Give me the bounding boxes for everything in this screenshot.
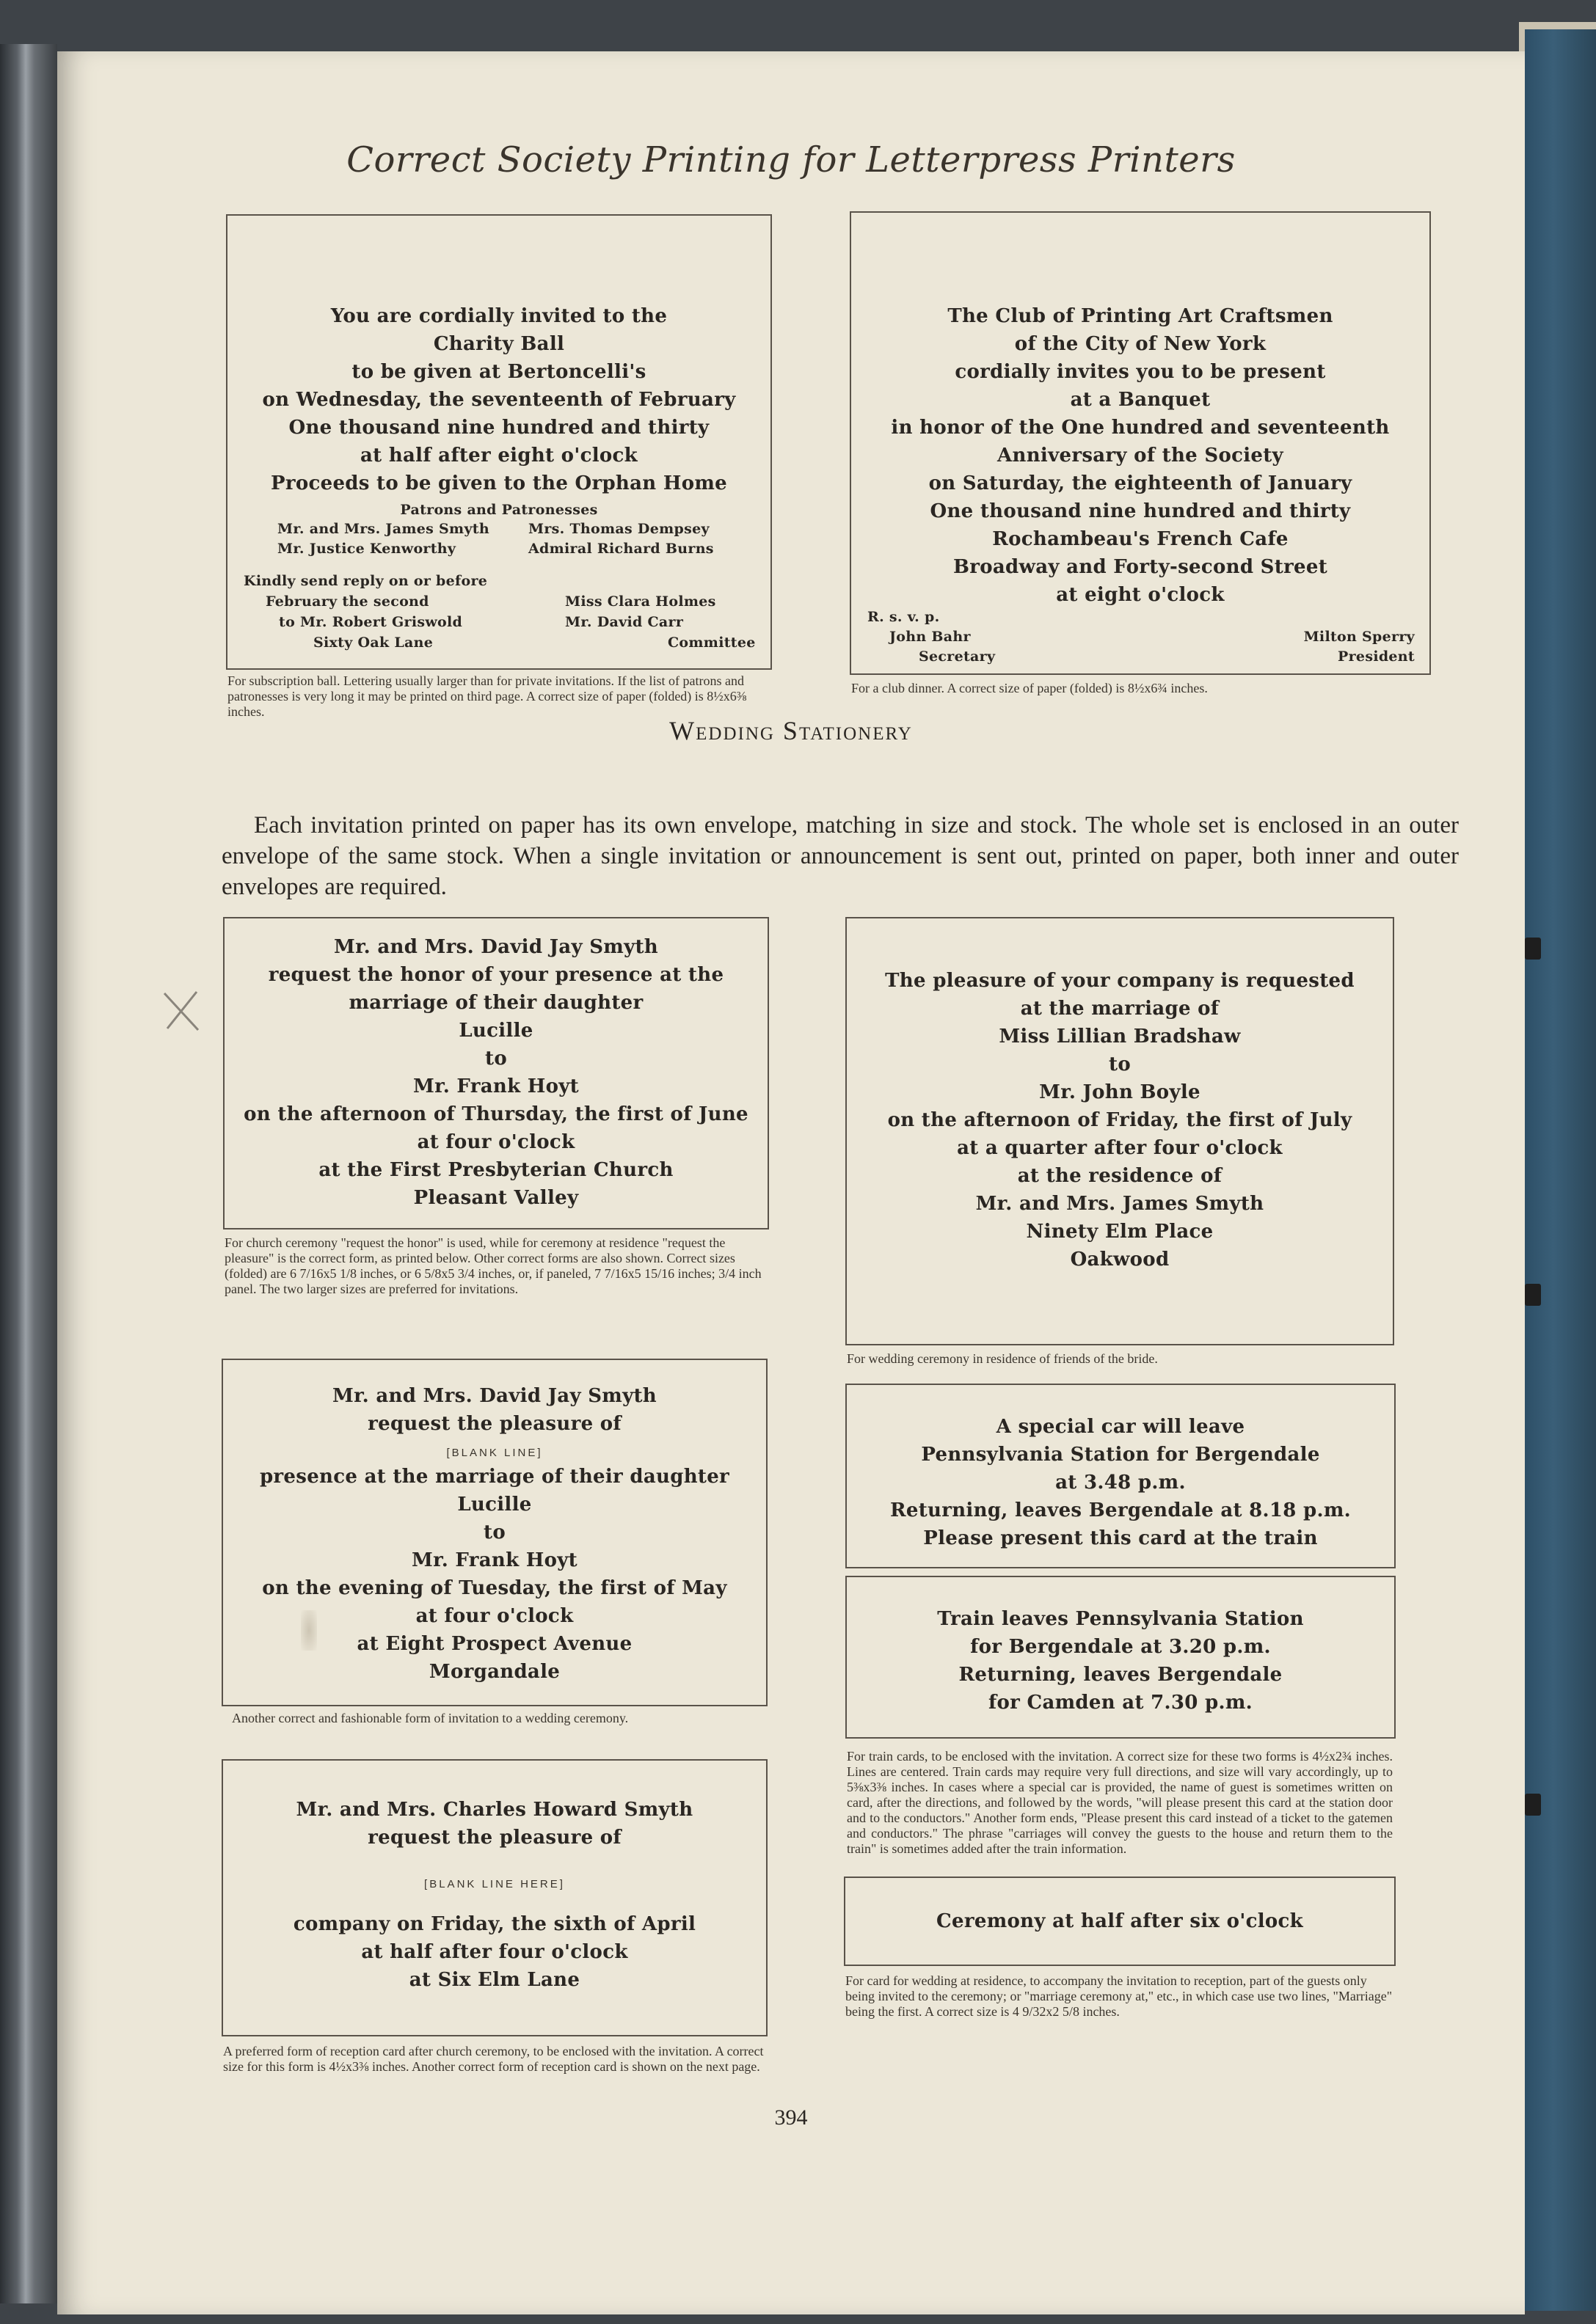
- card-train: [845, 1576, 1396, 1739]
- card-line: Mr. and Mrs. David Jay Smyth: [332, 1385, 657, 1407]
- card-special-car: [845, 1384, 1396, 1568]
- card-line: The pleasure of your company is requested: [885, 970, 1355, 992]
- book-left-edge: [0, 44, 57, 2303]
- caption-wedding-blank-line: Another correct and fashionable form of invitation to a wedding ceremony.: [232, 1711, 629, 1725]
- card-line: at Eight Prospect Avenue: [357, 1633, 633, 1655]
- committee-line: Committee: [668, 635, 756, 651]
- card-line: at half after four o'clock: [361, 1941, 628, 1963]
- book-page: [57, 51, 1525, 2314]
- section-title: [57, 715, 1525, 746]
- caption-residence-ceremony: For wedding ceremony in residence of friends of the bride.: [847, 1351, 1158, 1366]
- paper-stain: [301, 1610, 317, 1651]
- card-line: cordially invites you to be present: [955, 361, 1326, 383]
- page-tab: [1525, 1794, 1541, 1816]
- card-line: for Bergendale at 3.20 p.m.: [970, 1636, 1271, 1658]
- club-main-text: [851, 302, 1429, 609]
- patrons-left: [277, 519, 489, 559]
- caption-club-dinner: For a club dinner. A correct size of paper (folded) is 8½x6¾ inches.: [851, 681, 1208, 695]
- residence-text: [847, 967, 1393, 1274]
- card-wedding-blank-line: [222, 1359, 768, 1706]
- train-text: [847, 1605, 1394, 1717]
- card-line: One thousand nine hundred and thirty: [288, 417, 710, 439]
- card-line: presence at the marriage of their daughter: [259, 1466, 730, 1488]
- card-line: Oakwood: [1070, 1249, 1170, 1271]
- card-line: on the afternoon of Thursday, the first of June: [244, 1103, 748, 1125]
- reply-line: Kindly send reply on or before: [244, 573, 488, 589]
- patrons-right: [528, 519, 714, 559]
- card-line: Charity Ball: [433, 333, 565, 355]
- card-line: Mr. John Boyle: [1039, 1081, 1200, 1103]
- secretary-name: John Bahr: [889, 629, 971, 645]
- card-line: at the marriage of: [1020, 998, 1220, 1020]
- club-signature-right: [1304, 627, 1415, 667]
- card-line: A special car will leave: [996, 1416, 1245, 1438]
- section-title-text: Wedding Stationery: [669, 716, 913, 745]
- caption-subscription-ball: For subscription ball. Lettering usually larger than for private invitations. If the list of patrons and patronesses is very long it may be printed on third page. A correct size of paper (folded) is 8½x6⅜ inches.: [227, 673, 747, 719]
- blank-line-placeholder: [BLANK LINE HERE]: [424, 1878, 565, 1890]
- card-residence-ceremony: [845, 917, 1394, 1345]
- card-line: Train leaves Pennsylvania Station: [937, 1608, 1304, 1630]
- pencil-x-mark: [161, 989, 203, 1033]
- card-line: Miss Lillian Bradshaw: [999, 1026, 1241, 1048]
- caption-church-ceremony: For church ceremony "request the honor" is used, while for ceremony at residence "request the pleasure" is the correct form, as printed below. Other correct forms are also shown. Correct sizes (folded) are 6 7/16x5 1/8 inches, or 6 5/8x5 3/4 inches, or, if paneled, 7 7/16x5 15/16 inches; 3/4 inch panel. The two larger sizes are preferred for invitations.: [225, 1235, 762, 1296]
- card-line: at four o'clock: [417, 1131, 575, 1153]
- club-signature-left: [867, 607, 995, 667]
- card-line: request the honor of your presence at the: [268, 964, 724, 986]
- card-line: Mr. and Mrs. Charles Howard Smyth: [296, 1799, 693, 1821]
- card-line: on Wednesday, the seventeenth of February: [262, 389, 736, 411]
- card-line: Mr. Frank Hoyt: [412, 1549, 577, 1571]
- card-line: to: [1109, 1053, 1131, 1075]
- card-line: Mr. and Mrs. James Smyth: [975, 1193, 1264, 1215]
- church-text: [225, 933, 768, 1212]
- rsvp-text: R. s. v. p.: [867, 609, 940, 625]
- caption-train: For train cards, to be enclosed with the invitation. A correct size for these two forms is 4½x2¾ inches. Lines are centered. Train cards may require very full directions, and size will vary accordingly, up to 5⅜x3⅜ inches. In cases where a special car is provided, the name of guest is sometimes written on card, after the directions, and followed by the words, "will please present this card at the station door and to the conductors." Another form ends, "Please present this card instead of a ticket to the gatemen and conductors." The phrase "carriages will convey the guests to the house and return them to the train" is sometimes added after the train information.: [847, 1749, 1393, 1856]
- card-line: Morgandale: [429, 1661, 561, 1683]
- committee-block: [565, 591, 756, 653]
- card-line: at half after eight o'clock: [360, 445, 638, 467]
- card-line: Lucille: [459, 1020, 533, 1042]
- card-line: marriage of their daughter: [349, 992, 644, 1014]
- card-line: Rochambeau's French Cafe: [992, 528, 1289, 550]
- president-title: President: [1338, 648, 1415, 665]
- secretary-title: Secretary: [919, 648, 996, 665]
- card-line: Pennsylvania Station for Bergendale: [921, 1444, 1320, 1466]
- card-line: at four o'clock: [415, 1605, 574, 1627]
- reply-block: [244, 571, 487, 653]
- card-line: Lucille: [457, 1494, 532, 1516]
- card-line: request the pleasure of: [368, 1827, 622, 1849]
- card-line: The Club of Printing Art Craftsmen: [947, 305, 1333, 327]
- card-ceremony-time: [844, 1877, 1396, 1966]
- card-line: at 3.48 p.m.: [1055, 1472, 1186, 1494]
- card-line: Broadway and Forty-second Street: [952, 556, 1328, 578]
- card-line: of the City of New York: [1014, 333, 1267, 355]
- committee-line: Miss Clara Holmes: [565, 593, 716, 610]
- card-subscription-ball: [226, 214, 772, 670]
- caption-ceremony-time: For card for wedding at residence, to accompany the invitation to reception, part of the guests only being invited to the ceremony; or "marriage ceremony at," etc., in which case use two lines, "Marriage" being the first. A correct size is 4 9/32x2 5/8 inches.: [845, 1973, 1393, 2019]
- blank-card-bottom-text: [223, 1463, 766, 1686]
- card-line: Mr. Frank Hoyt: [413, 1075, 579, 1097]
- card-line: Pleasant Valley: [413, 1187, 579, 1209]
- blank-line-placeholder: [BLANK LINE]: [446, 1447, 543, 1459]
- ball-main-text: [227, 302, 770, 497]
- patron-name: Admiral Richard Burns: [528, 541, 714, 557]
- card-line: on the evening of Tuesday, the first of May: [262, 1577, 727, 1599]
- page-header: Correct Society Printing for Letterpress Printers: [346, 139, 1236, 180]
- president-name: Milton Sperry: [1303, 629, 1415, 645]
- card-line: at eight o'clock: [1056, 584, 1225, 606]
- patron-name: Mrs. Thomas Dempsey: [528, 521, 710, 537]
- card-line: at the First Presbyterian Church: [318, 1159, 674, 1181]
- card-line: at the residence of: [1017, 1165, 1222, 1187]
- reply-line: Sixty Oak Lane: [313, 635, 434, 651]
- book-right-edge: [1525, 29, 1596, 2311]
- card-club-dinner: [850, 211, 1431, 675]
- page-tab: [1525, 1284, 1541, 1306]
- reply-line: to Mr. Robert Griswold: [279, 614, 463, 630]
- card-line: at a Banquet: [1070, 389, 1211, 411]
- blank-card-top-text: [223, 1382, 766, 1438]
- page-number: 394: [774, 2105, 808, 2130]
- card-line: Please present this card at the train: [923, 1527, 1318, 1549]
- card-line: Returning, leaves Bergendale at 8.18 p.m.: [889, 1499, 1352, 1521]
- page-tab: [1525, 938, 1541, 960]
- card-line: on the afternoon of Friday, the first of July: [887, 1109, 1352, 1131]
- committee-line: Mr. David Carr: [565, 614, 684, 630]
- card-line: company on Friday, the sixth of April: [293, 1913, 696, 1935]
- card-line: to: [485, 1048, 507, 1070]
- ceremony-line: Ceremony at half after six o'clock: [936, 1910, 1303, 1932]
- card-line: One thousand nine hundred and thirty: [930, 500, 1351, 522]
- card-line: at Six Elm Lane: [409, 1969, 580, 1991]
- reception-top-text: [223, 1796, 766, 1852]
- section-intro: Each invitation printed on paper has its own envelope, matching in size and stock. The whole set is enclosed in an outer envelope of the same stock. When a single invitation or announcement is sent out, printed on paper, both inner and outer envelopes are required.: [222, 812, 1459, 900]
- card-line: to: [484, 1521, 506, 1543]
- card-line: Ninety Elm Place: [1026, 1221, 1214, 1243]
- special-car-text: [847, 1413, 1394, 1552]
- reception-bottom-text: [223, 1910, 766, 1994]
- card-reception: [222, 1759, 768, 2036]
- card-line: Anniversary of the Society: [997, 445, 1283, 467]
- patron-name: Mr. and Mrs. James Smyth: [277, 521, 489, 537]
- card-line: for Camden at 7.30 p.m.: [988, 1692, 1253, 1714]
- card-line: Mr. and Mrs. David Jay Smyth: [333, 936, 659, 958]
- card-church-ceremony: [223, 917, 769, 1229]
- card-line: at a quarter after four o'clock: [957, 1137, 1283, 1159]
- patron-name: Mr. Justice Kenworthy: [277, 541, 456, 557]
- card-line: request the pleasure of: [368, 1413, 622, 1435]
- card-line: Returning, leaves Bergendale: [958, 1664, 1283, 1686]
- patrons-heading: Patrons and Patronesses: [400, 502, 598, 518]
- card-line: You are cordially invited to the: [330, 305, 668, 327]
- caption-reception: A preferred form of reception card after church ceremony, to be enclosed with the invitation. A correct size for this form is 4½x3⅜ inches. Another correct form of reception card is shown on the next page.: [223, 2044, 764, 2074]
- card-line: to be given at Bertoncelli's: [351, 361, 646, 383]
- reply-line: February the second: [266, 593, 429, 610]
- card-line: in honor of the One hundred and seventeenth: [891, 417, 1390, 439]
- card-line: on Saturday, the eighteenth of January: [928, 472, 1352, 494]
- card-line: Proceeds to be given to the Orphan Home: [270, 472, 727, 494]
